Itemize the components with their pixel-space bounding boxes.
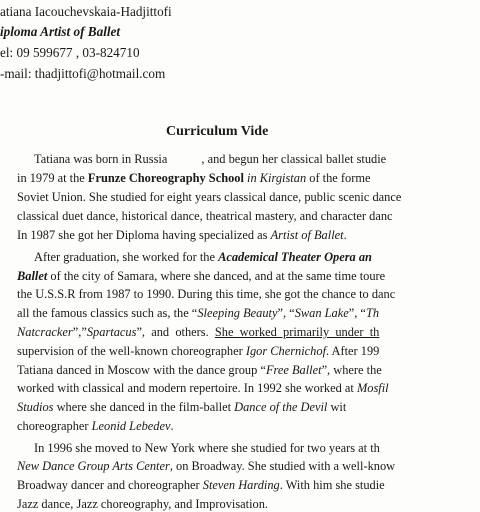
body-line [17,171,371,186]
text-run: Natcracker [17,325,73,339]
text-run: ”, and others. [136,325,215,339]
text-run: Swan Lake [294,306,349,320]
body-line [17,400,346,415]
body-line [17,325,379,340]
text-run: ”, “ [348,306,366,320]
text-run: in 1979 at the [17,171,88,185]
body-line [17,344,379,359]
document-title: Curriculum Vide [166,124,269,139]
text-run: Steven Harding [202,478,280,492]
text-run: Tatiana was born in Russia [34,152,171,166]
body-line [17,459,395,474]
text-run: ”, where the [321,363,382,377]
body-line [17,209,393,224]
text-run: supervision of the well-known choreographer [17,344,246,358]
body-line [17,269,385,284]
text-run: After graduation, she worked for the [34,250,219,264]
text-run [170,152,201,166]
text-run: where she danced in the film-ballet [53,400,235,414]
text-run: . After 199 [326,344,380,358]
text-run: Th [365,306,380,320]
body-line [17,306,379,321]
text-run: choreographer [17,419,92,433]
text-run: wit [327,400,347,414]
text-run: . [343,228,347,242]
text-run: In 1987 she got her Diploma having specialized as [17,228,271,242]
body-line [34,152,386,167]
body-line [34,250,372,265]
text-run: Spartacus [86,325,137,339]
text-run: Frunze Choreography School [87,171,244,185]
text-run: Soviet Union. She studied for eight years classical dance, public scenic dance [17,190,402,204]
body-line [17,381,389,396]
text-run: Sleeping Beauty [197,306,278,320]
text-run: . With him she studie [279,478,385,492]
text-run: She worked primarily under th [214,325,380,339]
text-run: the U.S.S.R from 1987 to 1990. During this time, she got the chance to danc [17,287,396,301]
text-run: Free Ballet [265,363,322,377]
telephone-line: el: 09 599677 , 03-824710 [0,45,140,60]
text-run: worked with classical and modern repertoire. In 1992 she worked at [17,381,357,395]
body-line [17,363,382,378]
text-run: all the famous classics such as, the “ [17,306,198,320]
text-run: ”, “ [277,306,295,320]
body-line [17,190,401,205]
text-run: , on Broadway. She studied with a well-know [169,459,396,473]
body-line [34,441,380,456]
body-line [17,228,347,243]
text-run: , and begun her classical ballet studie [201,152,387,166]
text-run: Igor Chernichof [245,344,327,358]
text-run: ”,” [72,325,87,339]
text-run: of the forme [306,171,371,185]
text-run: Mosfil [356,381,389,395]
text-run: Jazz dance, Jazz choreography, and Improvisation. [17,497,269,511]
text-run: of the city of Samara, where she danced, and at the same time toure [47,269,386,283]
text-run: Artist of Ballet [270,228,344,242]
text-run: Ballet [17,269,48,283]
text-run: classical duet dance, historical dance, theatrical mastery, and character danc [17,209,393,223]
email-line: -mail: thadjittofi@hotmail.com [0,66,166,81]
body-line [17,478,385,493]
diploma-line: iploma Artist of Ballet [0,24,121,39]
text-run: Tatiana danced in Moscow with the dance group “ [17,363,266,377]
text-run: In 1996 she moved to New York where she studied for two years at th [34,441,380,455]
text-run: Broadway dancer and choreographer [17,478,203,492]
text-run: Leonid Lebedev [91,419,171,433]
text-run: Academical Theater Opera an [218,250,372,264]
text-run: . [170,419,174,433]
body-line [17,419,174,434]
text-run: Dance of the Devil [234,400,328,414]
text-run: New Dance Group Arts Center [17,459,170,473]
author-name: atiana Iacouchevskaia-Hadjittofi [0,4,172,19]
text-run: in Kirgistan [247,171,307,185]
text-run: Studios [17,400,54,414]
body-line [17,287,395,302]
body-line [17,497,268,512]
